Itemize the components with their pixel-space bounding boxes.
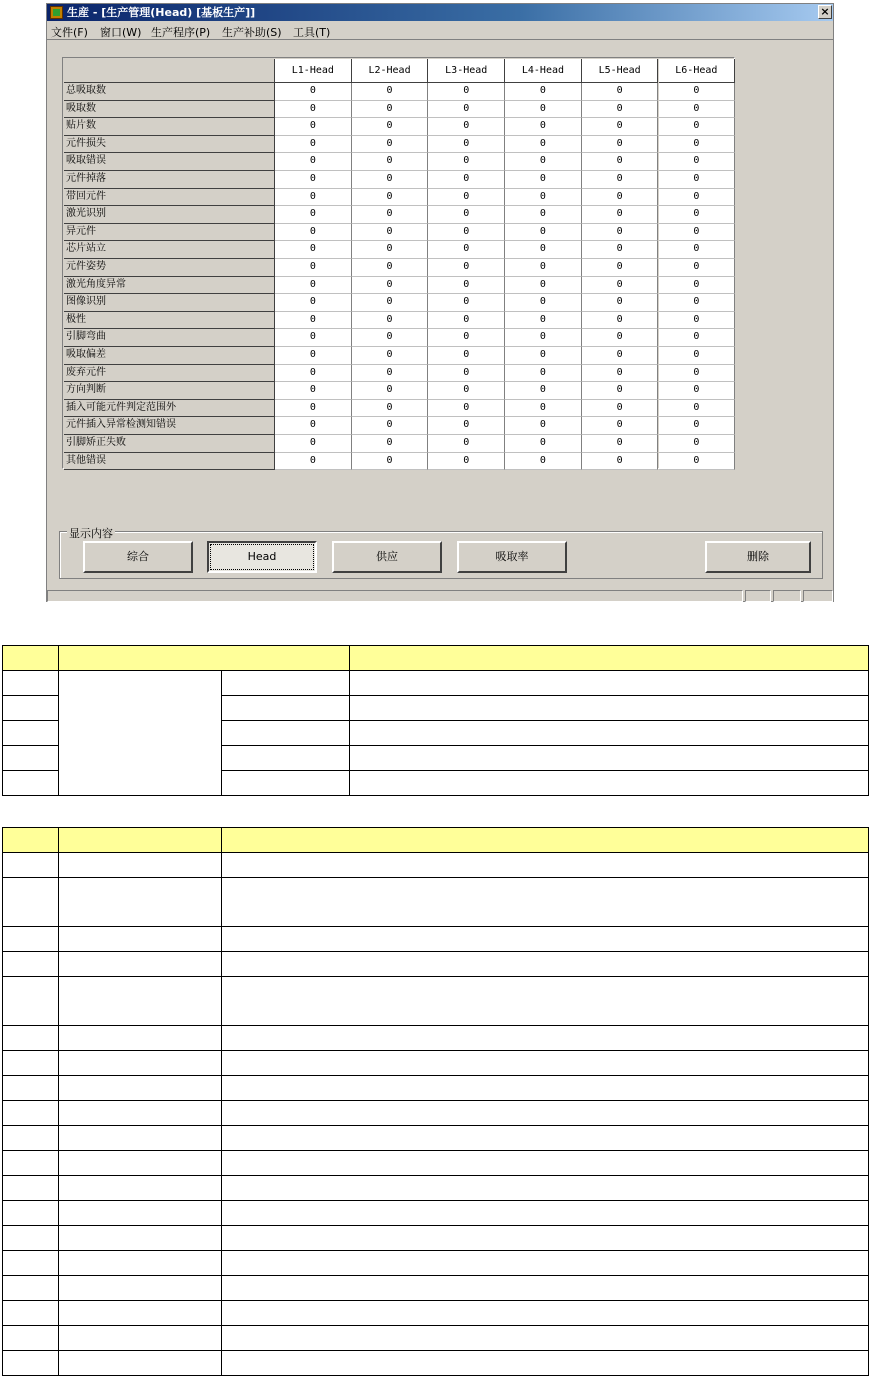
menu-tools[interactable]: 工具(T): [293, 26, 331, 39]
grid-value-cell[interactable]: 0: [659, 435, 736, 453]
table2-cell: [222, 977, 869, 1026]
grid-value-cell[interactable]: 0: [352, 189, 429, 207]
grid-value-cell[interactable]: 0: [428, 118, 505, 136]
grid-value-cell[interactable]: 0: [428, 83, 505, 101]
column-header-l5-head[interactable]: L5-Head: [582, 59, 659, 83]
grid-value-cell[interactable]: 0: [275, 382, 352, 400]
grid-value-cell[interactable]: 0: [505, 171, 582, 189]
grid-value-cell[interactable]: 0: [505, 224, 582, 242]
grid-value-cell[interactable]: 0: [275, 400, 352, 418]
table2-cell: [222, 952, 869, 977]
table2-cell: [3, 1176, 59, 1201]
head-statistics-grid[interactable]: [62, 57, 735, 469]
table1-cell: [3, 721, 59, 746]
grid-value-cell[interactable]: 0: [275, 224, 352, 242]
grid-row-label: 引脚弯曲: [64, 329, 275, 347]
grid-value-cell[interactable]: 0: [275, 101, 352, 119]
production-window: [46, 3, 834, 602]
description-table-2: [2, 827, 869, 1376]
grid-value-cell[interactable]: 0: [428, 136, 505, 154]
grid-value-cell[interactable]: 0: [582, 400, 659, 418]
table2-cell: [59, 1101, 222, 1126]
table2-cell: [222, 878, 869, 927]
table2-cell: [59, 1301, 222, 1326]
grid-row-label: 极性: [64, 312, 275, 330]
grid-value-cell[interactable]: 0: [505, 189, 582, 207]
table1-cell: [222, 671, 350, 696]
grid-value-cell[interactable]: 0: [428, 453, 505, 471]
status-bar: [47, 589, 833, 602]
grid-value-cell[interactable]: 0: [352, 101, 429, 119]
grid-row-label: 引脚矫正失败: [64, 435, 275, 453]
title-bar[interactable]: [47, 4, 833, 21]
grid-value-cell[interactable]: 0: [582, 382, 659, 400]
table2-cell: [59, 853, 222, 878]
column-header-l4-head[interactable]: L4-Head: [505, 59, 582, 83]
table2-cell: [3, 1051, 59, 1076]
status-pane-1: [745, 590, 771, 602]
grid-value-cell[interactable]: 0: [428, 189, 505, 207]
grid-row-label: 总吸取数: [64, 83, 275, 101]
grid-value-cell[interactable]: 0: [505, 294, 582, 312]
table2-cell: [59, 1226, 222, 1251]
grid-value-cell[interactable]: 0: [659, 171, 736, 189]
grid-value-cell[interactable]: 0: [582, 329, 659, 347]
table2-cell: [59, 878, 222, 927]
table2-header-cell: [222, 828, 869, 853]
table2-cell: [59, 927, 222, 952]
grid-value-cell[interactable]: 0: [352, 259, 429, 277]
grid-value-cell[interactable]: 0: [505, 153, 582, 171]
close-button[interactable]: ×: [818, 5, 832, 19]
table2-cell: [59, 1251, 222, 1276]
grid-row-label: 元件掉落: [64, 171, 275, 189]
table2-cell: [222, 927, 869, 952]
grid-value-cell[interactable]: 0: [659, 153, 736, 171]
grid-value-cell[interactable]: 0: [352, 417, 429, 435]
table2-cell: [3, 977, 59, 1026]
grid-value-cell[interactable]: 0: [659, 400, 736, 418]
column-header-l2-head[interactable]: L2-Head: [352, 59, 429, 83]
table2-cell: [222, 1326, 869, 1351]
grid-value-cell[interactable]: 0: [659, 259, 736, 277]
grid-value-cell[interactable]: 0: [352, 171, 429, 189]
grid-row-label: 图像识别: [64, 294, 275, 312]
table1-cell: [222, 771, 350, 796]
grid-row-label: 元件姿势: [64, 259, 275, 277]
column-header-l3-head[interactable]: L3-Head: [428, 59, 505, 83]
grid-row-label: 插入可能元件判定范围外: [64, 400, 275, 418]
table1-cell: [3, 746, 59, 771]
grid-row-label: 元件损失: [64, 136, 275, 154]
grid-value-cell[interactable]: 0: [352, 365, 429, 383]
grid-value-cell[interactable]: 0: [428, 224, 505, 242]
grid-value-cell[interactable]: 0: [659, 241, 736, 259]
description-table-1: [2, 645, 869, 796]
grid-value-cell[interactable]: 0: [428, 241, 505, 259]
grid-value-cell[interactable]: 0: [275, 189, 352, 207]
grid-value-cell[interactable]: 0: [659, 365, 736, 383]
table2-cell: [3, 1326, 59, 1351]
grid-value-cell[interactable]: 0: [582, 224, 659, 242]
table1-merged-cell: [59, 671, 222, 796]
table1-cell: [3, 696, 59, 721]
table1-header-description: [350, 646, 869, 671]
grid-value-cell[interactable]: 0: [352, 294, 429, 312]
table2-header-cell: [3, 828, 59, 853]
grid-value-cell[interactable]: 0: [352, 136, 429, 154]
app-icon: [50, 6, 63, 19]
grid-value-cell[interactable]: 0: [582, 294, 659, 312]
grid-value-cell[interactable]: 0: [659, 224, 736, 242]
table2-cell: [59, 1326, 222, 1351]
grid-value-cell[interactable]: 0: [275, 241, 352, 259]
grid-value-cell[interactable]: 0: [659, 118, 736, 136]
grid-value-cell[interactable]: 0: [352, 347, 429, 365]
table2-cell: [222, 1101, 869, 1126]
grid-value-cell[interactable]: 0: [582, 259, 659, 277]
grid-value-cell[interactable]: 0: [582, 153, 659, 171]
pickup-rate-button[interactable]: 吸取率: [457, 541, 567, 573]
table2-cell: [59, 1051, 222, 1076]
status-pane-3: [803, 590, 833, 602]
supply-button[interactable]: 供应: [332, 541, 442, 573]
status-pane-2: [773, 590, 801, 602]
grid-value-cell[interactable]: 0: [275, 136, 352, 154]
table2-cell: [222, 1076, 869, 1101]
table1-cell: [222, 746, 350, 771]
grid-value-cell[interactable]: 0: [428, 435, 505, 453]
grid-value-cell[interactable]: 0: [352, 277, 429, 295]
grid-value-cell[interactable]: 0: [659, 312, 736, 330]
table2-cell: [59, 1026, 222, 1051]
table2-cell: [222, 1351, 869, 1376]
grid-value-cell[interactable]: 0: [352, 153, 429, 171]
grid-value-cell[interactable]: 0: [582, 417, 659, 435]
grid-value-cell[interactable]: 0: [505, 329, 582, 347]
column-header-l1-head[interactable]: L1-Head: [275, 59, 352, 83]
menu-production-program[interactable]: 生产程序(P): [151, 26, 211, 39]
table2-cell: [222, 1176, 869, 1201]
table2-cell: [3, 952, 59, 977]
menu-window[interactable]: 窗口(W): [100, 26, 142, 39]
menu-bar: [47, 22, 833, 40]
grid-value-cell[interactable]: 0: [275, 347, 352, 365]
table2-cell: [59, 952, 222, 977]
table1-cell: [3, 671, 59, 696]
grid-value-cell[interactable]: 0: [582, 171, 659, 189]
grid-row-label: 激光识别: [64, 206, 275, 224]
grid-value-cell[interactable]: 0: [428, 365, 505, 383]
grid-value-cell[interactable]: 0: [505, 259, 582, 277]
grid-value-cell[interactable]: 0: [428, 206, 505, 224]
table2-cell: [3, 1126, 59, 1151]
grid-value-cell[interactable]: 0: [352, 118, 429, 136]
grid-value-cell[interactable]: 0: [659, 347, 736, 365]
grid-row-label: 方向判断: [64, 382, 275, 400]
table1-cell: [350, 771, 869, 796]
grid-value-cell[interactable]: 0: [428, 259, 505, 277]
grid-value-cell[interactable]: 0: [428, 312, 505, 330]
grid-value-cell[interactable]: 0: [275, 312, 352, 330]
table1-cell: [350, 671, 869, 696]
table2-cell: [222, 1301, 869, 1326]
grid-value-cell[interactable]: 0: [352, 83, 429, 101]
grid-value-cell[interactable]: 0: [275, 417, 352, 435]
head-button[interactable]: Head: [207, 541, 317, 573]
delete-button[interactable]: 删除: [705, 541, 811, 573]
grid-row-label: 废弃元件: [64, 365, 275, 383]
display-content-label: 显示内容: [69, 527, 113, 540]
table2-cell: [222, 853, 869, 878]
grid-value-cell[interactable]: 0: [505, 347, 582, 365]
grid-value-cell[interactable]: 0: [275, 365, 352, 383]
window-title: 生産 - [生产管理(Head) [基板生产]]: [67, 6, 256, 19]
grid-value-cell[interactable]: 0: [582, 118, 659, 136]
grid-value-cell[interactable]: 0: [582, 189, 659, 207]
grid-value-cell[interactable]: 0: [352, 329, 429, 347]
grid-value-cell[interactable]: 0: [275, 206, 352, 224]
table2-cell: [59, 977, 222, 1026]
table1-header-item: [59, 646, 350, 671]
grid-value-cell[interactable]: 0: [505, 435, 582, 453]
table2-cell: [222, 1151, 869, 1176]
grid-value-cell[interactable]: 0: [505, 241, 582, 259]
grid-row-label: 元件插入异常检测知错误: [64, 417, 275, 435]
table2-cell: [222, 1226, 869, 1251]
grid-value-cell[interactable]: 0: [428, 329, 505, 347]
table2-cell: [222, 1201, 869, 1226]
table1-cell: [350, 696, 869, 721]
grid-value-cell[interactable]: 0: [275, 277, 352, 295]
grid-value-cell[interactable]: 0: [582, 136, 659, 154]
grid-value-cell[interactable]: 0: [659, 101, 736, 119]
grid-value-cell[interactable]: 0: [582, 83, 659, 101]
grid-value-cell[interactable]: 0: [428, 382, 505, 400]
grid-value-cell[interactable]: 0: [505, 277, 582, 295]
grid-value-cell[interactable]: 0: [428, 171, 505, 189]
grid-value-cell[interactable]: 0: [352, 382, 429, 400]
grid-value-cell[interactable]: 0: [428, 277, 505, 295]
table1-cell: [350, 746, 869, 771]
grid-value-cell[interactable]: 0: [275, 435, 352, 453]
grid-value-cell[interactable]: 0: [505, 118, 582, 136]
grid-value-cell[interactable]: 0: [659, 206, 736, 224]
grid-value-cell[interactable]: 0: [659, 83, 736, 101]
grid-value-cell[interactable]: 0: [505, 83, 582, 101]
table2-cell: [3, 927, 59, 952]
grid-row-label: 吸取错误: [64, 153, 275, 171]
grid-value-cell[interactable]: 0: [275, 329, 352, 347]
grid-row-label: 芯片站立: [64, 241, 275, 259]
table2-cell: [3, 1151, 59, 1176]
grid-value-cell[interactable]: 0: [275, 294, 352, 312]
grid-value-cell[interactable]: 0: [582, 241, 659, 259]
table1-cell: [222, 696, 350, 721]
grid-row-label: 激光角度异常: [64, 277, 275, 295]
table2-cell: [3, 1351, 59, 1376]
grid-value-cell[interactable]: 0: [352, 453, 429, 471]
grid-value-cell[interactable]: 0: [659, 294, 736, 312]
table2-cell: [59, 1351, 222, 1376]
grid-corner-cell: [64, 59, 275, 83]
grid-value-cell[interactable]: 0: [505, 382, 582, 400]
grid-value-cell[interactable]: 0: [582, 453, 659, 471]
grid-value-cell[interactable]: 0: [659, 417, 736, 435]
table2-cell: [3, 1226, 59, 1251]
grid-row-label: 贴片数: [64, 118, 275, 136]
grid-value-cell[interactable]: 0: [659, 277, 736, 295]
table2-cell: [222, 1026, 869, 1051]
grid-value-cell[interactable]: 0: [352, 312, 429, 330]
status-pane-main: [47, 590, 743, 602]
grid-value-cell[interactable]: 0: [428, 294, 505, 312]
grid-row-label: 异元件: [64, 224, 275, 242]
table2-cell: [59, 1176, 222, 1201]
table2-cell: [222, 1276, 869, 1301]
grid-value-cell[interactable]: 0: [582, 365, 659, 383]
grid-value-cell[interactable]: 0: [582, 312, 659, 330]
menu-production-assist[interactable]: 生产补助(S): [222, 26, 282, 39]
grid-value-cell[interactable]: 0: [428, 101, 505, 119]
grid-value-cell[interactable]: 0: [582, 101, 659, 119]
grid-value-cell[interactable]: 0: [505, 417, 582, 435]
table2-cell: [3, 1301, 59, 1326]
grid-value-cell[interactable]: 0: [505, 365, 582, 383]
grid-value-cell[interactable]: 0: [352, 241, 429, 259]
table2-cell: [222, 1051, 869, 1076]
grid-value-cell[interactable]: 0: [428, 153, 505, 171]
grid-value-cell[interactable]: 0: [582, 277, 659, 295]
grid-value-cell[interactable]: 0: [505, 453, 582, 471]
grid-value-cell[interactable]: 0: [428, 417, 505, 435]
grid-value-cell[interactable]: 0: [582, 206, 659, 224]
table2-cell: [3, 853, 59, 878]
table1-cell: [3, 771, 59, 796]
grid-value-cell[interactable]: 0: [505, 206, 582, 224]
table2-cell: [3, 878, 59, 927]
table2-cell: [3, 1101, 59, 1126]
grid-value-cell[interactable]: 0: [659, 189, 736, 207]
table2-cell: [59, 1126, 222, 1151]
grid-value-cell[interactable]: 0: [505, 101, 582, 119]
table2-cell: [59, 1076, 222, 1101]
grid-value-cell[interactable]: 0: [275, 118, 352, 136]
summary-button[interactable]: 综合: [83, 541, 193, 573]
table2-cell: [222, 1251, 869, 1276]
grid-value-cell[interactable]: 0: [352, 435, 429, 453]
table2-header-cell: [59, 828, 222, 853]
grid-value-cell[interactable]: 0: [352, 206, 429, 224]
table2-cell: [3, 1076, 59, 1101]
grid-value-cell[interactable]: 0: [352, 224, 429, 242]
grid-value-cell[interactable]: 0: [505, 400, 582, 418]
grid-value-cell[interactable]: 0: [659, 453, 736, 471]
grid-value-cell[interactable]: 0: [428, 400, 505, 418]
grid-row-label: 吸取数: [64, 101, 275, 119]
grid-value-cell[interactable]: 0: [659, 329, 736, 347]
grid-value-cell[interactable]: 0: [582, 347, 659, 365]
grid-value-cell[interactable]: 0: [275, 83, 352, 101]
column-header-l6-head[interactable]: L6-Head: [659, 59, 736, 83]
table2-cell: [3, 1026, 59, 1051]
table2-cell: [3, 1201, 59, 1226]
table2-cell: [3, 1251, 59, 1276]
grid-value-cell[interactable]: 0: [428, 347, 505, 365]
grid-value-cell[interactable]: 0: [505, 312, 582, 330]
grid-value-cell[interactable]: 0: [659, 136, 736, 154]
grid-value-cell[interactable]: 0: [582, 435, 659, 453]
table1-cell: [222, 721, 350, 746]
grid-row-label: 吸取偏差: [64, 347, 275, 365]
grid-value-cell[interactable]: 0: [505, 136, 582, 154]
grid-value-cell[interactable]: 0: [659, 382, 736, 400]
grid-value-cell[interactable]: 0: [275, 453, 352, 471]
table2-cell: [59, 1276, 222, 1301]
grid-value-cell[interactable]: 0: [275, 171, 352, 189]
grid-value-cell[interactable]: 0: [275, 259, 352, 277]
grid-value-cell[interactable]: 0: [352, 400, 429, 418]
grid-row-label: 其他错误: [64, 453, 275, 471]
grid-value-cell[interactable]: 0: [275, 153, 352, 171]
table2-cell: [59, 1201, 222, 1226]
grid-row-label: 带回元件: [64, 189, 275, 207]
table1-cell: [350, 721, 869, 746]
table2-cell: [3, 1276, 59, 1301]
menu-file[interactable]: 文件(F): [51, 26, 88, 39]
table2-cell: [222, 1126, 869, 1151]
table1-header-no: [3, 646, 59, 671]
table2-cell: [59, 1151, 222, 1176]
